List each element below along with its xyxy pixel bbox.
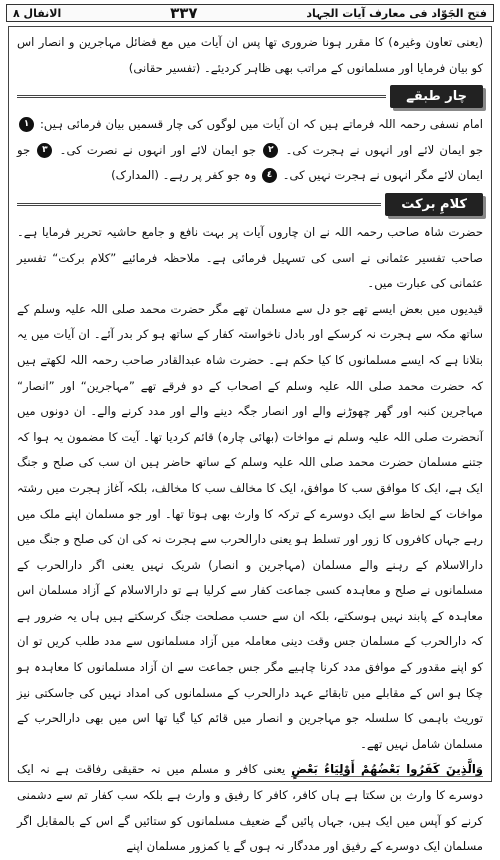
section-heading-row-1 <box>17 83 483 110</box>
number-badge-2: ٢ <box>263 143 278 158</box>
verse-paragraph <box>17 757 483 859</box>
category-4: وہ جو کفر پر رہے۔ (المدارک) <box>111 168 257 183</box>
category-2: جو ایمان لائے اور انہوں نے نصرت کی۔ <box>59 142 257 157</box>
main-commentary-paragraph: قیدیوں میں بعض ایسے تھے جو دل سے مسلمان تھے مگر حضرت محمد صلی اللہ علیہ وسلم کے ساتھ مکہ سے ہجرت نہ کرسکے اور بادل ناخواستہ کفار کے ساتھ ہو کر بدر آئے۔ ان آیات میں یہ بتلانا ہے کہ ایسے مسلمانوں کا کیا حکم ہے۔ حضرت شاہ عبدالقادر صاحب رحمہ اللہ لکھتے ہیں کہ حضرت محمد صلی اللہ علیہ وسلم کے اصحاب کے دو فرقے تھے ”مہاجرین“ اور ”انصار“ مہاجرین کنبہ اور گھر چھوڑنے والے اور انصار جگہ دینے والے اور مدد کرنے والے۔ ان دونوں میں آنحضرت صلی اللہ علیہ وسلم نے مواخات (بھائی چارہ) قائم کردیا تھا۔ آیت کا مضمون یہ ہوا کہ جتنے مسلمان حضرت محمد صلی اللہ علیہ وسلم کے ساتھ حاضر ہیں ان سب کی صلح و جنگ ایک ہے، ایک کا موافق سب کا موافق، ایک کا مخالف سب کا مخالف، بلکہ آغاز ہجرت میں رشتہ مواخات کے لحاظ سے ایک دوسرے کے ترکہ کا وارث بھی ہوتا تھا۔ اور جو مسلمان اپنے ملک میں رہے جہاں کافروں کا زور اور تسلط ہو یعنی دارالحرب سے ہجرت نہ کی ان کی صلح و جنگ میں دارالاسلام کے رہنے والے مسلمان (مہاجرین و انصار) شریک نہیں یعنی اگر دارالحرب کے مسلمانوں نے صلح و معاہدہ کسی جماعت کفار سے کرلیا ہے تو دارالاسلام کے آزاد مسلمان اس معاہدہ کے پابند نہیں ہوسکتے، بلکہ ان سے حسب مصلحت جنگ کرسکتے ہیں ہاں یہ ضرور ہے کہ دارالحرب کے مسلمان جس وقت دینی معاملہ میں آزاد مسلمانوں سے مدد طلب کریں تو ان کو اپنے مقدور کے موافق مدد کرنا چاہیے مگر جس جماعت سے ان آزاد مسلمانوں کا معاہدہ ہو چکا ہو اس کے مقابلے میں تابقائے عہد دارالحرب کے مسلمانوں کی امداد نہیں کی جاسکتی نیز توریث باہمی کا سلسلہ جو مہاجرین و انصار میں قائم کیا گیا تھا اس میں بھی دارالحرب کے مسلمان شامل نہیں تھے۔ <box>17 301 483 751</box>
verse-explanation: یعنی کافر و مسلم میں نہ حقیقی رفاقت ہے نہ ایک دوسرے کا وارث بن سکتا ہے ہاں کافر، کافر کا رفیق و وارث ہے بلکہ سب کفار تم سے دشمنی کرنے کو آپس میں ایک ہیں، جہاں پائیں گے ضعیف مسلمانوں کو ستائیں گے اس کے بالمقابل اگر مسلمان ایک دوسرے کے رفیق اور مددگار نہ ہوں گے یا کمزور مسلمان اپنے <box>17 762 483 854</box>
quranic-verse: وَالَّذِينَ كَفَرُوا بَعْضُهُمْ أَوْلِيَاءُ بَعْضٍ <box>291 762 483 777</box>
page-body <box>8 26 492 854</box>
categories-lead: امام نسفی رحمہ اللہ فرماتے ہیں کہ ان آیات میں لوگوں کی چار قسمیں بیان فرمائی ہیں: <box>39 117 484 132</box>
section-heading-kalam-barkat: کلامِ برکت <box>385 193 483 216</box>
section-heading-four-categories: چار طبقے <box>390 85 483 108</box>
surah-label: الانفال ۸ <box>13 6 62 20</box>
heading-divider <box>17 203 381 206</box>
category-3: جو ایمان لائے مگر انہوں نے ہجرت نہیں کی۔ <box>17 142 483 183</box>
number-badge-4: ٤ <box>262 168 277 183</box>
heading-divider <box>17 95 386 98</box>
categories-paragraph <box>17 112 483 189</box>
category-1: جو ایمان لائے اور انہوں نے ہجرت کی۔ <box>285 142 484 157</box>
number-badge-1: ١ <box>19 117 34 132</box>
book-title: فتح الجَوّاد فی معارف آیات الجہاد <box>306 6 487 20</box>
number-badge-3: ٣ <box>37 143 52 158</box>
page-number: ۳۳۷ <box>170 4 198 22</box>
intro-paragraph: (یعنی تعاون وغیرہ) کا مقرر ہونا ضروری تھا پس ان آیات میں مع فضائل مہاجرین و انصار اس کو بیان فرمایا اور مسلمانوں کے مراتب بھی ظاہر کردیئے۔ (تفسیر حقانی) <box>17 35 483 75</box>
section-heading-row-2 <box>17 191 483 218</box>
kalam-intro-paragraph: حضرت شاہ صاحب رحمہ اللہ نے ان چاروں آیات پر بہت نافع و جامع حاشیہ تحریر فرمایا ہے۔ صاحب تفسیر عثمانی نے اسی کی تسہیل فرمائی ہے۔ ملاحظہ فرمائیے ”کلام برکت“ تفسیر عثمانی کی عبارت میں۔ <box>17 224 483 291</box>
page-header <box>6 4 494 22</box>
